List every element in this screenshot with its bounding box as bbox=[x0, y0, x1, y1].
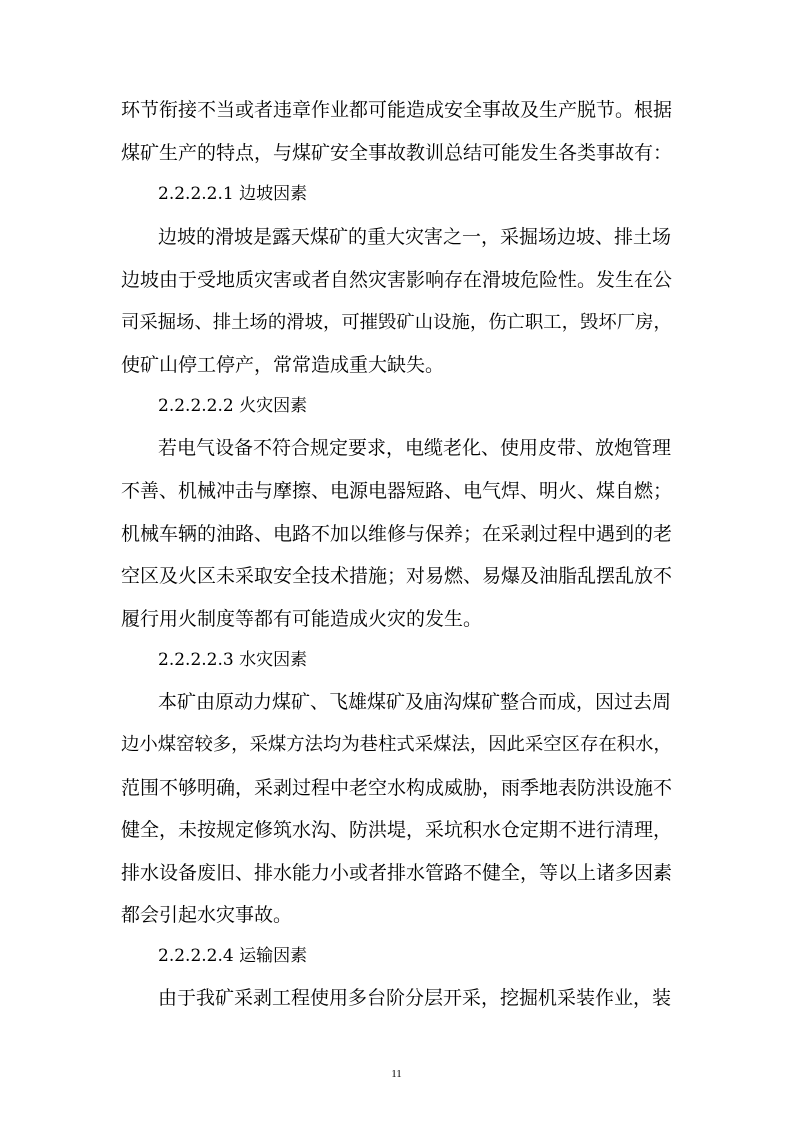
body-line: 范围不够明确，采剥过程中老空水构成威胁，雨季地表防洪设施不 bbox=[121, 777, 673, 799]
body-line: 边坡的滑坡是露天煤矿的重大灾害之一，采掘场边坡、排土场 bbox=[158, 226, 672, 248]
body-line: 司采掘场、排土场的滑坡，可摧毁矿山设施，伤亡职工，毁坏厂房， bbox=[121, 312, 672, 333]
body-line: 边小煤窑较多，采煤方法均为巷柱式采煤法，因此采空区存在积水， bbox=[121, 734, 672, 755]
body-line: 都会引起水灾事故。 bbox=[121, 904, 293, 926]
body-line: 煤矿生产的特点，与煤矿安全事故教训总结可能发生各类事故有： bbox=[121, 142, 673, 164]
section-heading: 2.2.2.2.4 运输因素 bbox=[158, 946, 308, 966]
body-line: 健全，未按规定修筑水沟、防洪堤，采坑积水仓定期不进行清理， bbox=[121, 819, 673, 841]
body-line: 若电气设备不符合规定要求，电缆老化、使用皮带、放炮管理 bbox=[158, 437, 672, 459]
body-line: 本矿由原动力煤矿、飞雄煤矿及庙沟煤矿整合而成，因过去周 bbox=[158, 691, 672, 713]
section-heading: 2.2.2.2.3 水灾因素 bbox=[158, 650, 308, 670]
body-line: 空区及火区未采取安全技术措施；对易燃、易爆及油脂乱摆乱放不 bbox=[121, 565, 673, 587]
body-line: 排水设备废旧、排水能力小或者排水管路不健全，等以上诸多因素 bbox=[121, 862, 673, 884]
page-number: 11 bbox=[391, 1068, 402, 1080]
section-heading: 2.2.2.2.2 火灾因素 bbox=[158, 396, 308, 416]
section-heading: 2.2.2.2.1 边坡因素 bbox=[158, 184, 308, 204]
body-line: 由于我矿采剥工程使用多台阶分层开采，挖掘机采装作业，装 bbox=[158, 987, 672, 1009]
body-line: 不善、机械冲击与摩擦、电源电器短路、电气焊、明火、煤自燃； bbox=[121, 480, 673, 502]
body-line: 环节衔接不当或者违章作业都可能造成安全事故及生产脱节。根据 bbox=[121, 99, 673, 121]
body-line: 机械车辆的油路、电路不加以维修与保养；在采剥过程中遇到的老 bbox=[121, 523, 673, 545]
body-line: 边坡由于受地质灾害或者自然灾害影响存在滑坡危险性。发生在公 bbox=[121, 269, 673, 291]
body-line: 履行用火制度等都有可能造成火灾的发生。 bbox=[121, 608, 483, 630]
body-line: 使矿山停工停产，常常造成重大缺失。 bbox=[121, 354, 445, 376]
